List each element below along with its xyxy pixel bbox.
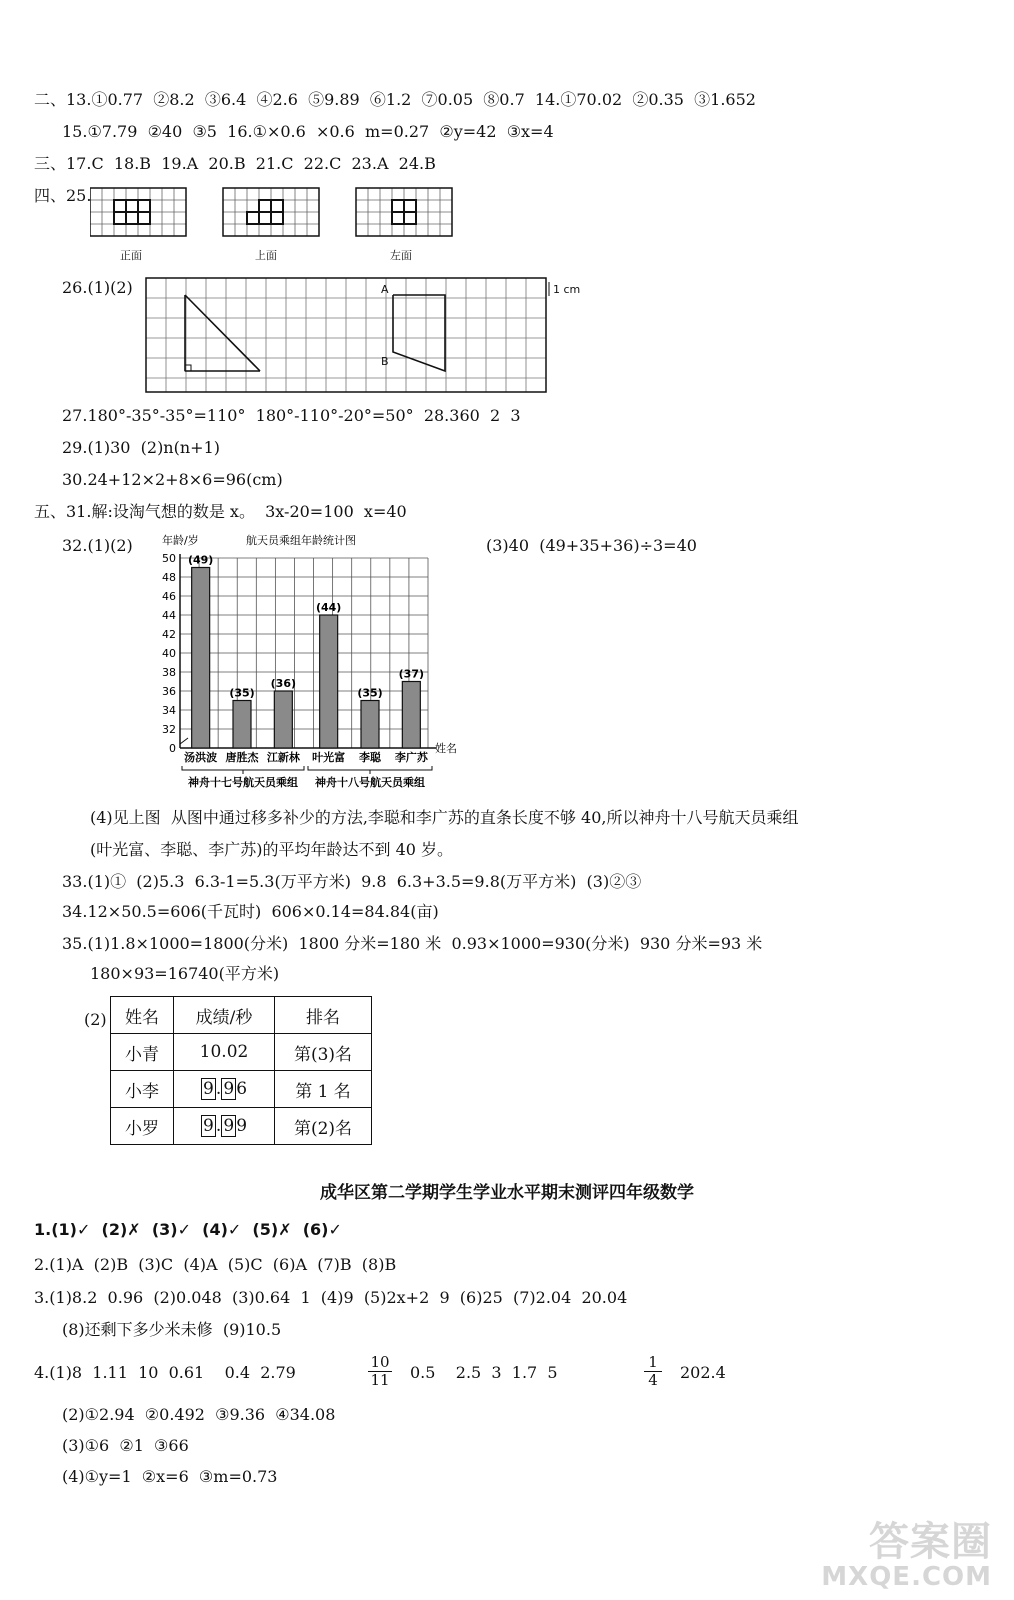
bar-value-label: (37) (398, 667, 425, 681)
watermark-logo: 答案圈 (869, 1519, 992, 1565)
answer-line-35: 35.(1)1.8×1000=1800(分米) 1800 分米=180 米 0.93×1000=930(分米) 930 分米=93 米 (62, 934, 763, 953)
three-views-figure (90, 186, 470, 266)
fraction-denominator: 4 (648, 1371, 658, 1389)
point-b-label: B (381, 355, 389, 368)
table-row (111, 1108, 372, 1145)
group-brace (182, 766, 304, 774)
chart-title: 航天员乘组年龄统计图 (246, 534, 356, 547)
answer-line-q4a: 4.(1)8 1.11 10 0.61 0.4 2.79 (34, 1363, 296, 1382)
bar (233, 701, 251, 749)
left-view-label: 左面 (390, 249, 412, 262)
answer-line-32-4a: (4)见上图 从图中通过移多补少的方法,李聪和李广苏的直条长度不够 40,所以神舟十八号航天员乘组 (90, 808, 799, 827)
y-tick-label: 32 (162, 723, 176, 736)
answer-line-q4d: (2)①2.94 ②0.492 ③9.36 ④34.08 (62, 1405, 336, 1424)
answer-line-26: 26.(1)(2) (62, 278, 133, 297)
view-cell (271, 212, 283, 224)
answer-line-q1: 1.(1)✓ (2)✗ (3)✓ (4)✓ (5)✗ (6)✓ (34, 1220, 342, 1239)
y-tick-label: 46 (162, 590, 176, 603)
view-cell (271, 200, 283, 212)
table-header: 成绩/秒 (174, 997, 275, 1034)
score-table (110, 996, 372, 1145)
fraction-numerator: 1 (644, 1354, 662, 1372)
answer-line-29: 29.(1)30 (2)n(n+1) (62, 438, 220, 457)
decimal-point: . (215, 1079, 222, 1099)
group-label: 神舟十八号航天员乘组 (315, 776, 425, 789)
fraction-numerator: 10 (368, 1354, 392, 1372)
front-view-label: 正面 (120, 249, 142, 262)
bar (320, 615, 338, 748)
answer-line-32-4b: (叶光富、李聪、李广苏)的平均年龄达不到 40 岁。 (90, 840, 454, 859)
answer-line-35b: 180×93=16740(平方米) (90, 964, 280, 983)
y-tick-label: 44 (162, 609, 176, 622)
answer-line-q2: 2.(1)A (2)B (3)C (4)A (5)C (6)A (7)B (8)B (34, 1255, 397, 1274)
view-cell (138, 200, 150, 212)
answer-line-32: 32.(1)(2) (62, 536, 133, 555)
top-view-label: 上面 (255, 249, 277, 262)
fraction-10-11 (368, 1354, 392, 1389)
table-header: 姓名 (111, 997, 174, 1034)
category-label: 李聪 (359, 751, 381, 764)
answer-line-33: 33.(1)① (2)5.3 6.3-1=5.3(万平方米) 9.8 6.3+3.5=9.8(万平方米) (3)②③ (62, 872, 642, 891)
y-tick-label: 48 (162, 571, 176, 584)
digit: 9 (236, 1116, 248, 1136)
grid-26-figure (145, 277, 590, 395)
category-label: 唐胜杰 (225, 751, 259, 764)
category-label: 叶光富 (312, 751, 346, 764)
y-tick-label: 38 (162, 666, 176, 679)
answer-line-15: 15.①7.79 ②40 ③5 16.①×0.6 ×0.6 m=0.27 ②y=42 ③x=4 (62, 122, 554, 141)
bar-value-label: (36) (270, 677, 297, 690)
table-cell (174, 1108, 275, 1145)
category-label: 江新林 (266, 751, 300, 764)
view-cell (114, 200, 126, 212)
table-cell: 第(3)名 (275, 1034, 372, 1071)
point-a-label: A (381, 283, 389, 296)
answer-line-25: 四、25. (34, 186, 92, 205)
table-row (111, 1034, 372, 1071)
answer-line-13: 二、13.①0.77 ②8.2 ③6.4 ④2.6 ⑤9.89 ⑥1.2 ⑦0.05 ⑧0.7 14.①70.02 ②0.35 ③1.652 (34, 90, 756, 109)
bar-value-label: (49) (187, 553, 214, 567)
category-label: 李广苏 (394, 751, 428, 764)
answer-line-31: 五、31.解:设淘气想的数是 x。 3x-20=100 x=40 (34, 502, 407, 521)
axis-break (180, 738, 188, 744)
group-brace (308, 766, 432, 774)
table-row (111, 1071, 372, 1108)
y-tick-label: 36 (162, 685, 176, 698)
answer-line-35c: (2) (84, 1010, 107, 1029)
answer-line-34: 34.12×50.5=606(千瓦时) 606×0.14=84.84(亩) (62, 902, 439, 921)
digit-box: 9 (201, 1078, 216, 1100)
bar (274, 691, 292, 748)
chart-x-label: 姓名 (435, 742, 457, 755)
quadrilateral (393, 295, 445, 371)
decimal-point: . (215, 1116, 222, 1136)
view-cell (114, 212, 126, 224)
unit-label: 1 cm (553, 283, 581, 296)
y-tick-label: 50 (162, 552, 176, 565)
view-cell (404, 200, 416, 212)
answer-line-q4c: 202.4 (680, 1363, 726, 1382)
view-cell (126, 212, 138, 224)
view-cell (138, 212, 150, 224)
answer-line-17: 三、17.C 18.B 19.A 20.B 21.C 22.C 23.A 24.B (34, 154, 436, 173)
bar-value-label: (35) (357, 686, 383, 700)
bar-value-label: (44) (315, 601, 342, 614)
y-tick-label: 34 (162, 704, 176, 717)
section-title: 成华区第二学期学生学业水平期末测评四年级数学 (320, 1183, 694, 1203)
view-cell (247, 212, 259, 224)
category-label: 汤洪波 (184, 751, 218, 764)
digit: 6 (236, 1079, 248, 1099)
view-cell (404, 212, 416, 224)
answer-line-q4e: (3)①6 ②1 ③66 (62, 1436, 189, 1455)
bar (361, 701, 379, 749)
digit-box: 9 (221, 1078, 236, 1100)
answer-line-30: 30.24+12×2+8×6=96(cm) (62, 470, 283, 489)
y-tick-label: 0 (169, 742, 176, 755)
fraction-1-4 (644, 1354, 662, 1389)
answer-line-q4b: 0.5 2.5 3 1.7 5 (410, 1363, 558, 1382)
y-tick-label: 40 (162, 647, 176, 660)
y-tick-label: 42 (162, 628, 176, 641)
fraction-denominator: 11 (370, 1371, 390, 1389)
astronaut-age-bar-chart (150, 530, 490, 800)
digit-box: 9 (221, 1115, 236, 1137)
chart-y-label: 年龄/岁 (162, 534, 199, 547)
watermark (821, 1519, 992, 1592)
table-cell: 小青 (111, 1034, 174, 1071)
view-cell (126, 200, 138, 212)
bar (402, 682, 420, 749)
table-cell: 第(2)名 (275, 1108, 372, 1145)
group-label: 神舟十七号航天员乘组 (188, 776, 298, 789)
table-cell: 小罗 (111, 1108, 174, 1145)
table-cell: 第 1 名 (275, 1071, 372, 1108)
answer-line-q4f: (4)①y=1 ②x=6 ③m=0.73 (62, 1467, 278, 1486)
watermark-url: MXQE.COM (821, 1562, 992, 1592)
bar (192, 568, 210, 749)
table-cell: 小李 (111, 1071, 174, 1108)
answer-line-27: 27.180°-35°-35°=110° 180°-110°-20°=50° 28.360 2 3 (62, 406, 521, 425)
triangle-hypotenuse (185, 295, 260, 371)
view-cell (392, 200, 404, 212)
view-cell (259, 212, 271, 224)
table-header: 排名 (275, 997, 372, 1034)
bar-value-label: (35) (229, 686, 255, 700)
table-cell: 10.02 (174, 1034, 275, 1071)
answer-line-q3b: (8)还剩下多少米未修 (9)10.5 (62, 1320, 282, 1339)
table-header-row (111, 997, 372, 1034)
answer-line-32-3: (3)40 (49+35+36)÷3=40 (486, 536, 697, 555)
answer-line-q3: 3.(1)8.2 0.96 (2)0.048 (3)0.64 1 (4)9 (5)2x+2 9 (6)25 (7)2.04 20.04 (34, 1288, 628, 1307)
view-cell (259, 200, 271, 212)
view-cell (392, 212, 404, 224)
digit-box: 9 (201, 1115, 216, 1137)
table-cell (174, 1071, 275, 1108)
